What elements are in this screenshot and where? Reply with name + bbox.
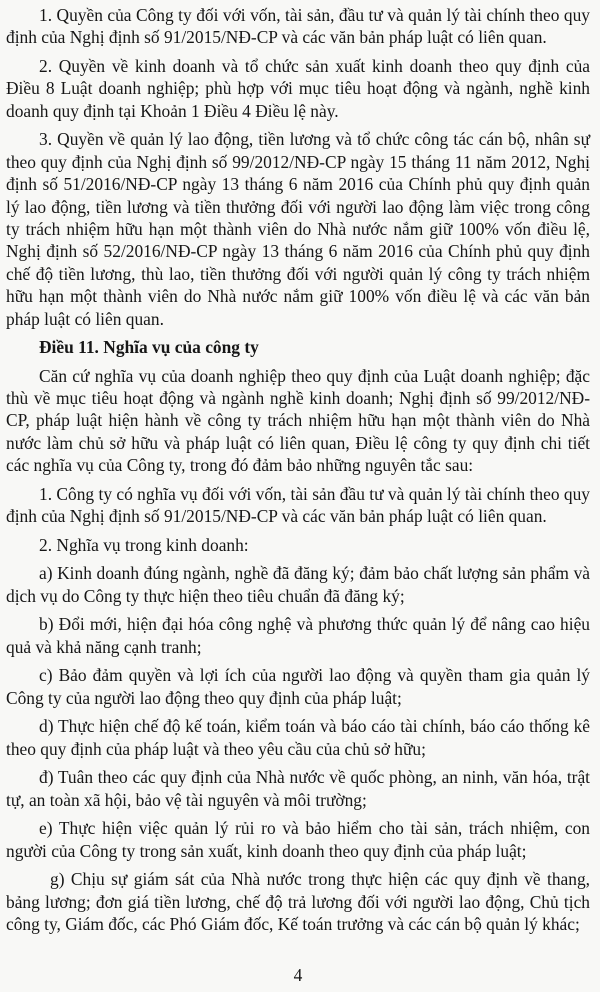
obligation-2b: b) Đổi mới, hiện đại hóa công nghệ và phương thức quản lý để nâng cao hiệu quả và khả năng cạnh tranh; [6, 614, 590, 657]
paragraph-right-3: 3. Quyền về quản lý lao động, tiền lương và tổ chức công tác cán bộ, nhân sự theo quy định của Nghị định số 99/2012/NĐ-CP ngày 15 tháng 11 năm 2012, Nghị định số 51/2016/NĐ-CP ngày 13 tháng 6 năm 2016 của Chính phủ quy định quản lý lao động, tiền lương và tiền thưởng đối với người lao động làm việc trong công ty trách nhiệm hữu hạn một thành viên do Nhà nước nắm giữ 100% vốn điều lệ, Nghị định số 52/2016/NĐ-CP ngày 13 tháng 6 năm 2016 của Chính phủ quy định chế độ tiền lương, thù lao, tiền thưởng đối với người quản lý công ty trách nhiệm hữu hạn một thành viên do Nhà nước nắm giữ 100% vốn điều lệ và các văn bản pháp luật có liên quan. [6, 129, 590, 329]
article-11-heading: Điều 11. Nghĩa vụ của công ty [39, 337, 259, 358]
obligation-2a: a) Kinh doanh đúng ngành, nghề đã đăng ký; đảm bảo chất lượng sản phẩm và dịch vụ do Công ty thực hiện theo tiêu chuẩn đã đăng ký; [6, 563, 590, 606]
obligation-1: 1. Công ty có nghĩa vụ đối với vốn, tài sản đầu tư và quản lý tài chính theo quy định của Nghị định số 91/2015/NĐ-CP và các văn bản pháp luật có liên quan. [6, 483, 590, 527]
obligation-2g: g) Chịu sự giám sát của Nhà nước trong thực hiện các quy định về thang, bảng lương; đơn giá tiền lương, chế độ trả lương đối với người lao động, Chủ tịch công ty, Giám đốc, các Phó Giám đốc, Kế toán trưởng và các cán bộ quản lý khác; [6, 869, 590, 935]
paragraph-right-2: 2. Quyền về kinh doanh và tổ chức sản xuất kinh doanh theo quy định của Điều 8 Luật doanh nghiệp; phù hợp với mục tiêu hoạt động và ngành, nghề kinh doanh quy định tại Khoản 1 Điều 4 Điều lệ này. [6, 56, 590, 121]
page-number: 4 [293, 965, 303, 985]
document-page [6, 4, 590, 942]
article-11-intro: Căn cứ nghĩa vụ của doanh nghiệp theo quy định của Luật doanh nghiệp; đặc thù về mục tiêu hoạt động và ngành nghề kinh doanh; Nghị định số 99/2012/NĐ-CP, pháp luật hiện hành về công ty trách nhiệm hữu hạn một thành viên do Nhà nước làm chủ sở hữu và pháp luật có liên quan, Điều lệ công ty quy định chi tiết các nghĩa vụ của Công ty, trong đó đảm bảo những nguyên tắc sau: [6, 365, 590, 476]
paragraph-right-1: 1. Quyền của Công ty đối với vốn, tài sản, đầu tư và quản lý tài chính theo quy định của Nghị định số 91/2015/NĐ-CP và các văn bản pháp luật có liên quan. [6, 5, 590, 48]
obligation-2dd: đ) Tuân theo các quy định của Nhà nước về quốc phòng, an ninh, văn hóa, trật tự, an toàn xã hội, bảo vệ tài nguyên và môi trường; [6, 767, 590, 810]
obligation-2-title: 2. Nghĩa vụ trong kinh doanh: [39, 534, 249, 555]
obligation-2e: e) Thực hiện việc quản lý rủi ro và bảo hiểm cho tài sản, trách nhiệm, con người của Công ty trong sản xuất, kinh doanh theo quy định của pháp luật; [6, 818, 590, 861]
obligation-2c: c) Bảo đảm quyền và lợi ích của người lao động và quyền tham gia quản lý Công ty của người lao động theo quy định của pháp luật; [6, 665, 590, 708]
obligation-2d: d) Thực hiện chế độ kế toán, kiểm toán và báo cáo tài chính, báo cáo thống kê theo quy định của pháp luật và theo yêu cầu của chủ sở hữu; [6, 716, 590, 759]
